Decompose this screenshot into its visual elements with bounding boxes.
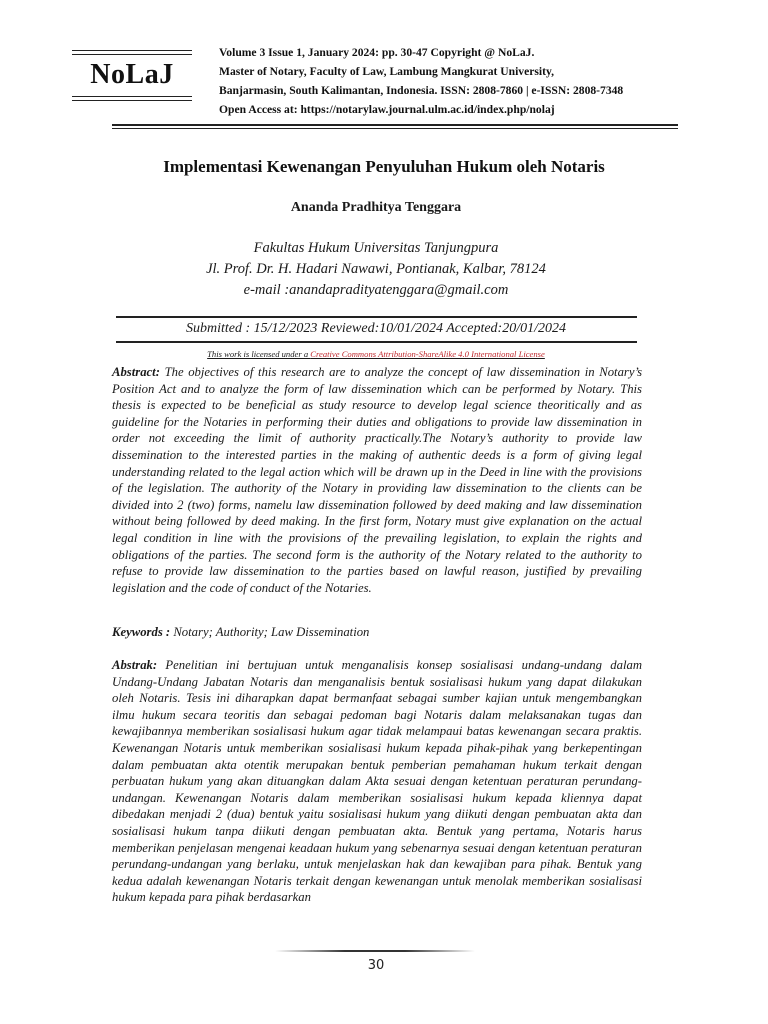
author-affiliation <box>0 238 752 301</box>
header-volume-line: Volume 3 Issue 1, January 2024: pp. 30-47 Copyright @ NoLaJ. <box>219 46 535 59</box>
license-prefix: This work is licensed under a <box>207 349 311 359</box>
paper-title: Implementasi Kewenangan Penyuluhan Hukum oleh Notaris <box>163 157 605 176</box>
submission-dates: Submitted : 15/12/2023 Reviewed:10/01/2024 Accepted:20/01/2024 <box>186 321 566 336</box>
abstrak-label: Abstrak: <box>112 658 158 672</box>
keywords-label: Keywords : <box>112 625 171 639</box>
logo-rule <box>72 96 192 97</box>
keywords-text: Notary; Authority; Law Dissemination <box>173 625 370 639</box>
affiliation-faculty: Fakultas Hukum Universitas Tanjungpura <box>253 240 499 256</box>
header-issn-line: Banjarmasin, South Kalimantan, Indonesia. ISSN: 2808-7860 | e-ISSN: 2808-7348 <box>219 84 624 97</box>
abstract-indonesian <box>112 657 642 906</box>
keywords <box>112 624 642 641</box>
author-name: Ananda Pradhitya Tenggara <box>290 200 462 215</box>
affiliation-email: e-mail :anandapradityatenggara@gmail.com <box>243 282 509 298</box>
logo-rule <box>72 100 192 101</box>
abstrak-text: Penelitian ini bertujuan untuk menganalisis konsep sosialisasi undang-undang dalam Undang-Undang Jabatan Notaris dan menganalisis bentuk sosialisasi hukum yang dapat dilakukan oleh Notaris. Tesis ini diharapkan dapat bermanfaat sebagai sumber kajian untuk mengembangkan ilmu hukum secara teoritis dan sebagai pedoman bagi Notaris dalam melaksanakan tugas dan kewajibannya memberikan sosialisasi hukum agar tidak melampaui batas kewenangan secara praktis. Kewenangan Notaris untuk memberikan sosialisasi hukum kepada pihak-pihak yang berkepentingan dalam pembuatan akta otentik merupakan bentuk pemberian pemahaman hukum terkait dengan perbuatan hukum yang akan dituangkan dalam Akta sesuai dengan ketentuan peraturan perundang-undangan. Kewenangan Notaris dalam memberikan sosialisasi hukum kepada kliennya dapat dibedakan menjadi 2 (dua) bentuk yaitu sosialisasi hukum yang diikuti dengan pembuatan akta dan sosialisasi hukum tanpa diikuti dengan pembuatan akta. Bentuk yang pertama, Notaris harus memberikan penjelasan mengenai keadaan hukum yang sebenarnya sesuai dengan ketentuan peraturan perundang-undangan yang berlaku, untuk menjelaskan hak dan kewajiban para pihak. Bentuk yang kedua adalah kewenangan Notaris terkait dengan kewenangan untuk menolak memberikan sosialisasi hukum kepada para pihak berdasarkan <box>112 658 642 905</box>
journal-logo-text: NoLaJ <box>90 59 174 90</box>
dates-divider-top <box>116 316 637 318</box>
header-divider <box>112 124 678 126</box>
page-number: 30 <box>367 958 385 973</box>
journal-logo <box>72 50 192 104</box>
footer-divider <box>275 950 475 952</box>
header-institution-line: Master of Notary, Faculty of Law, Lambung Mangkurat University, <box>219 65 555 78</box>
dates-divider-bottom <box>116 341 637 343</box>
logo-rule <box>72 50 192 51</box>
abstract-label: Abstract: <box>112 365 160 379</box>
header-divider-thin <box>112 128 678 129</box>
license-link[interactable]: Creative Commons Attribution-ShareAlike 4.0 International License <box>310 349 545 359</box>
abstract-english <box>112 364 642 596</box>
header-open-access-line: Open Access at: https://notarylaw.journal.ulm.ac.id/index.php/nolaj <box>219 103 555 116</box>
license-note <box>0 349 752 359</box>
journal-header-info <box>219 43 699 119</box>
abstract-text: The objectives of this research are to analyze the concept of law dissemination in Notary’s Position Act and to analyze the form of law dissemination which can be performed by Notary. This thesis is expected to be beneficial as study resource to develop legal science theoritically and as guideline for the Notaries in performing their duties and obligations to provide law dissemination in order not exceeding the limit of authority practically.The Notary’s authority to provide law dissemination to the interested parties in the making of authentic deeds is a form of giving legal understanding related to the legal action which will be drawn up in the Deed in line with the provisions of the legislation. The authority of the Notary in providing law dissemination to the clients can be divided into 2 (two) forms, namelu law dissemination followed by deed making and law dissemination without being followed by deed making. In the first form, Notary must give explanation on the actual legal condition in line with the provisions of the prevailing legislation, to explain the rights and obligations of the parties. The second form is the authority of the Notary related to the authority to refuse to provide law dissemination to the parties based on lawful reason, justified by prevailing legislation and the code of conduct of the Notaries. <box>112 365 643 595</box>
logo-rule <box>72 54 192 55</box>
affiliation-address: Jl. Prof. Dr. H. Hadari Nawawi, Pontianak, Kalbar, 78124 <box>206 261 546 277</box>
